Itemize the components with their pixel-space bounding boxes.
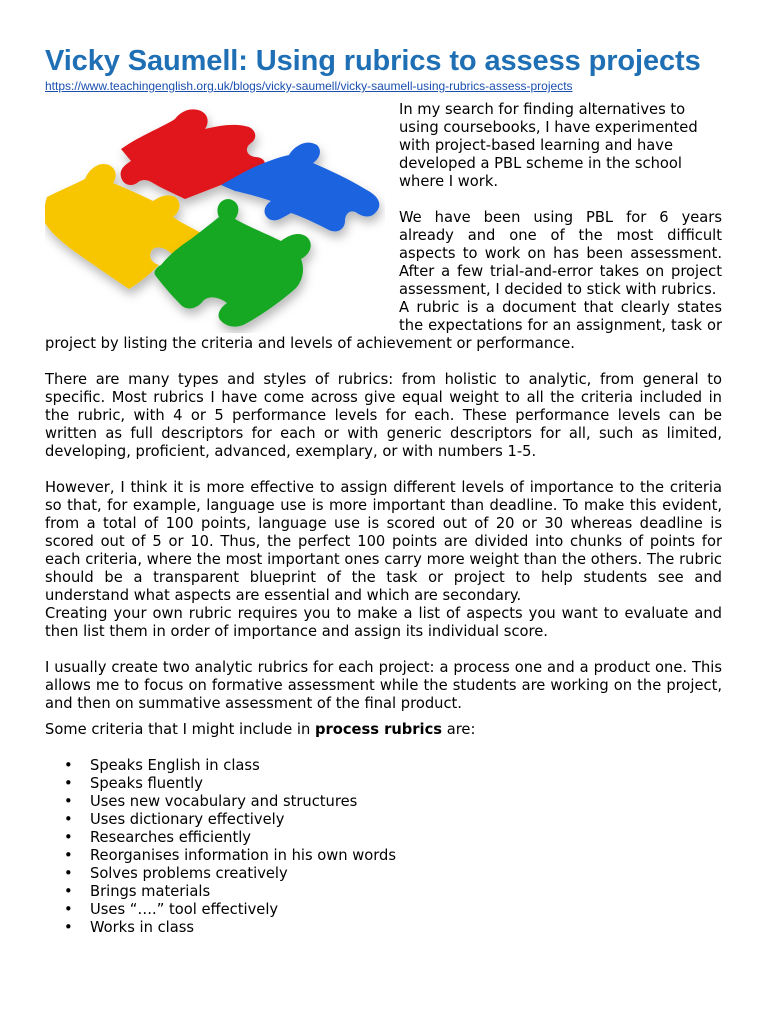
document-page [45, 44, 722, 937]
paragraph-analytic: I usually create two analytic rubrics for each project: a process one and a product one. This allows me to focus on formative assessment while the students are working on the project, and then on summative assessment of the final product. [45, 659, 722, 712]
criteria-label: Solves problems creatively [90, 865, 288, 882]
bullet-icon: • [64, 919, 73, 936]
paragraph-criteria-intro [45, 721, 722, 739]
list-item [45, 865, 722, 883]
list-item [45, 901, 722, 919]
intro-section [45, 101, 722, 353]
criteria-label: Speaks English in class [90, 757, 260, 774]
criteria-label: Reorganises information in his own words [90, 847, 397, 864]
bullet-icon: • [64, 811, 73, 828]
bullet-icon: • [64, 793, 73, 810]
source-link[interactable]: https://www.teachingenglish.org.uk/blogs/vicky-saumell/vicky-saumell-using-rubrics-assess-projects [45, 79, 573, 93]
criteria-label: Uses “….” tool effectively [90, 901, 279, 918]
criteria-intro-text: Some criteria that I might include in [45, 721, 315, 738]
paragraph-types: There are many types and styles of rubrics: from holistic to analytic, from general to specific. Most rubrics I have come across give equal weight to all the criteria included in the rubric, with 4 or 5 performance levels for each. These performance levels can be written as full descriptors for each or with generic descriptors for all, such as limited, developing, proficient, advanced, exemplary, or with numbers 1-5. [45, 371, 722, 460]
list-item [45, 919, 722, 937]
list-item [45, 775, 722, 793]
bullet-icon: • [64, 901, 73, 918]
criteria-list [45, 757, 722, 937]
paragraph-own-rubric: Creating your own rubric requires you to make a list of aspects you want to evaluate and then list them in order of importance and assign its individual score. [45, 605, 722, 640]
list-item [45, 883, 722, 901]
process-rubrics-bold: process rubrics [314, 721, 443, 738]
criteria-label: Works in class [90, 919, 195, 936]
puzzle-pieces-image [45, 105, 385, 333]
paragraph-weighting: However, I think it is more effective to assign different levels of importance to the criteria so that, for example, language use is more important than deadline. To make this evident, from a total of 100 points, language use is scored out of 20 or 30 whereas deadline is scored out of 5 or 10. Thus, the perfect 100 points are divided into chunks of points for each criteria, where the most important ones carry more weight than the others. The rubric should be a transparent blueprint of the task or project to help students see and understand what aspects are essential and which are secondary. [45, 479, 722, 604]
bullet-icon: • [64, 829, 73, 846]
criteria-label: Researches efficiently [90, 829, 251, 846]
bullet-icon: • [64, 757, 73, 774]
list-item [45, 793, 722, 811]
bullet-icon: • [64, 883, 73, 900]
page-title: Vicky Saumell: Using rubrics to assess projects [45, 45, 701, 77]
criteria-intro-end: are: [442, 721, 476, 738]
criteria-label: Speaks fluently [90, 775, 203, 792]
bullet-icon: • [64, 847, 73, 864]
list-item [45, 757, 722, 775]
paragraph-intro: In my search for finding alternatives to using coursebooks, I have experimented with project-based learning and have developed a PBL scheme in the school where I work. [399, 101, 698, 190]
list-item [45, 829, 722, 847]
bullet-icon: • [64, 865, 73, 882]
list-item [45, 811, 722, 829]
criteria-label: Uses dictionary effectively [90, 811, 285, 828]
criteria-label: Uses new vocabulary and structures [90, 793, 358, 810]
paragraph-pbl: We have been using PBL for 6 years already and one of the most difficult aspects to work on has been assessment. After a few trial-and-error takes on project assessment, I decided to stick with rubrics. [399, 209, 722, 298]
criteria-label: Brings materials [90, 883, 211, 900]
list-item [45, 847, 722, 865]
green-piece [154, 199, 310, 327]
paragraph-rubric-definition: A rubric is a document that clearly states the expectations for an assignment, task or project by listing the criteria and levels of achievement or performance. [45, 299, 722, 352]
bullet-icon: • [64, 775, 73, 792]
